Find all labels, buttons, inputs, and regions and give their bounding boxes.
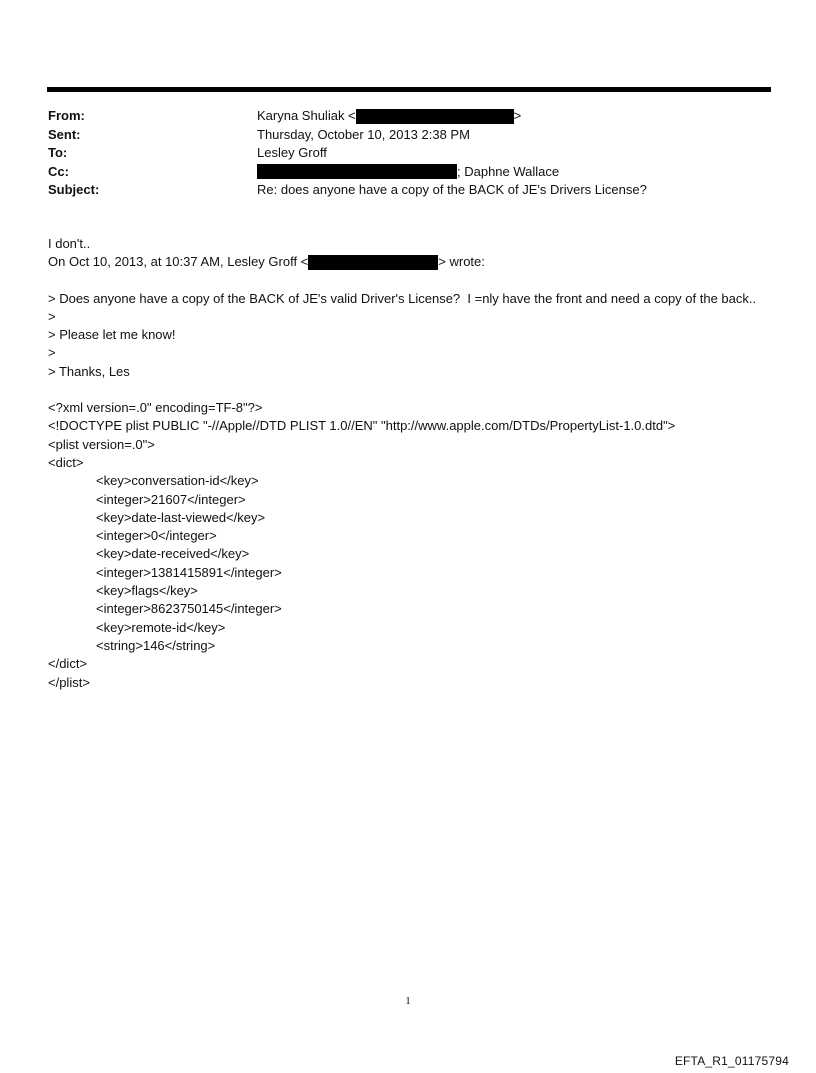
dict-close-tag: </dict>	[48, 656, 88, 672]
quote-intro	[48, 253, 778, 271]
quoted-line: > Does anyone have a copy of the BACK of JE's valid Driver's License? I =nly have the front and need a copy of the back..	[48, 290, 757, 306]
quote-intro-before: On Oct 10, 2013, at 10:37 AM, Lesley Groff <	[48, 254, 309, 270]
quoted-line: > Thanks, Les	[48, 363, 130, 379]
email-body	[48, 235, 778, 692]
spacer	[48, 381, 778, 399]
quoted-line: > Please let me know!	[48, 327, 176, 343]
redacted-quote-email-block	[308, 255, 438, 270]
plist-xml-declaration: <?xml version=.0" encoding=TF-8"?>	[48, 400, 263, 416]
cc-label: Cc:	[48, 163, 69, 179]
plist-entry: <key>date-received</key>	[96, 546, 250, 562]
quoted-line: >	[48, 345, 56, 361]
plist-close-tag: </plist>	[48, 674, 90, 690]
to-row	[48, 144, 768, 163]
from-label: From:	[48, 108, 85, 123]
plist-entry: <string>146</string>	[96, 637, 216, 653]
email-header	[48, 107, 768, 200]
cc-row	[48, 163, 768, 182]
sent-row	[48, 126, 768, 145]
document-id: EFTA_R1_01175794	[674, 1054, 789, 1068]
plist-entry: <key>flags</key>	[96, 583, 198, 599]
dict-open-tag: <dict>	[48, 454, 84, 470]
sent-value: Thursday, October 10, 2013 2:38 PM	[257, 126, 470, 142]
spacer	[48, 272, 778, 290]
cc-value-wrap	[257, 163, 559, 182]
from-value	[257, 107, 521, 126]
subject-value: Re: does anyone have a copy of the BACK of JE's Drivers License?	[257, 182, 647, 197]
plist-entry: <integer>0</integer>	[96, 528, 217, 544]
to-value: Lesley Groff	[257, 145, 327, 160]
redacted-cc-block	[257, 164, 457, 179]
plist-entry: <integer>1381415891</integer>	[96, 564, 282, 580]
quote-intro-after: > wrote:	[438, 254, 485, 270]
subject-row	[48, 181, 768, 200]
plist-doctype: <!DOCTYPE plist PUBLIC "-//Apple//DTD PLIST 1.0//EN" "http://www.apple.com/DTDs/PropertyList-1.0.dtd">	[48, 418, 676, 434]
page-number: 1	[405, 995, 411, 1007]
from-row	[48, 107, 768, 126]
plist-open-tag: <plist version=.0">	[48, 436, 155, 452]
header-divider	[47, 87, 771, 92]
sent-label: Sent:	[48, 126, 81, 142]
reply-text: I don't..	[48, 236, 91, 251]
from-close: >	[513, 108, 522, 123]
subject-label: Subject:	[48, 182, 100, 197]
to-label: To:	[48, 145, 68, 160]
plist-entry: <key>remote-id</key>	[96, 619, 226, 635]
redacted-email-block	[356, 109, 514, 124]
cc-value: ; Daphne Wallace	[457, 163, 560, 179]
plist-entry: <key>conversation-id</key>	[96, 473, 259, 489]
quoted-line: >	[48, 308, 56, 324]
from-name: Karyna Shuliak <	[257, 108, 356, 123]
plist-entry: <integer>21607</integer>	[96, 491, 246, 507]
plist-entry: <key>date-last-viewed</key>	[96, 509, 266, 525]
plist-entry: <integer>8623750145</integer>	[96, 601, 282, 617]
